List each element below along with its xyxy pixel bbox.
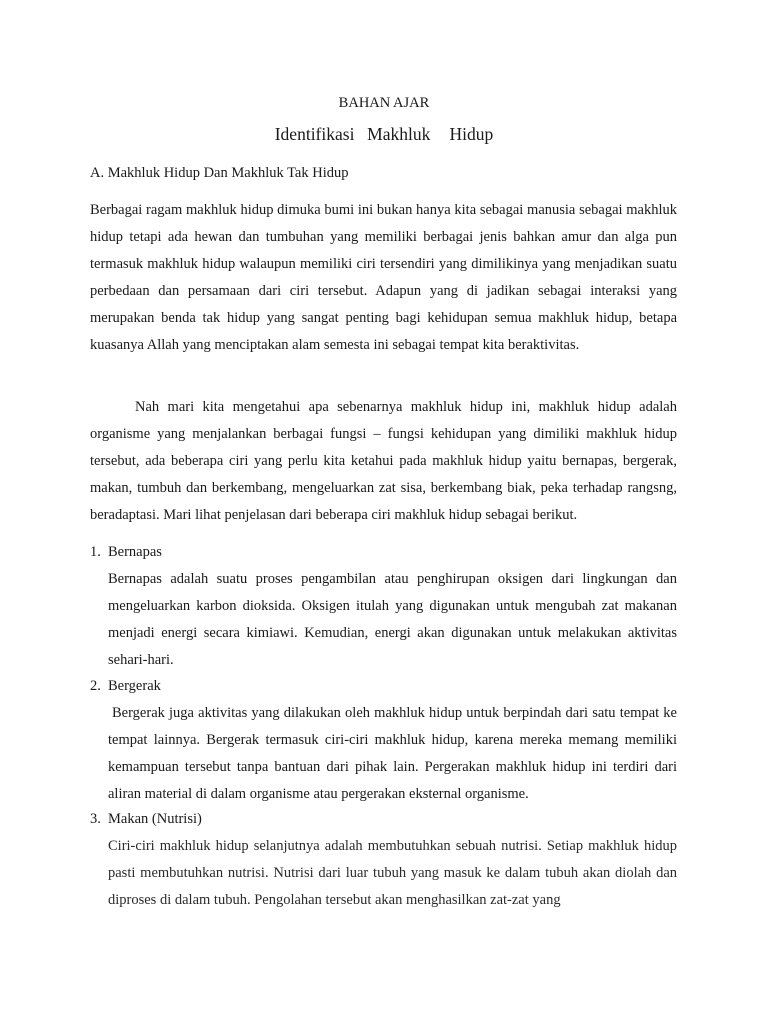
list-item-title — [90, 673, 161, 700]
list-item-body: Ciri-ciri makhluk hidup selanjutnya adalah membutuhkan sebuah nutrisi. Setiap makhluk hidup pasti membutuhkan nutrisi. Nutrisi dari luar tubuh yang masuk ke dalam tubuh akan diolah dan diproses di dalam tubuh. Pengolahan tersebut akan menghasilkan zat-zat yang — [108, 838, 677, 908]
list-item-body: Bernapas adalah suatu proses pengambilan atau penghirupan oksigen dari lingkungan dan mengeluarkan karbon dioksida. Oksigen itulah yang digunakan untuk mengubah zat makanan menjadi energi secara kimiawi. Kemudian, energi akan digunakan untuk melakukan aktivitas sehari-hari. — [108, 571, 677, 668]
list-item-number: 1. — [90, 544, 101, 560]
document-subtitle: Identifikasi Makhluk Hidup — [274, 124, 494, 144]
section-heading: A. Makhluk Hidup Dan Makhluk Tak Hidup — [90, 165, 349, 181]
list-item-label: Bergerak — [108, 678, 161, 694]
list-item-label: Bernapas — [108, 544, 162, 560]
paragraph-intro: Berbagai ragam makhluk hidup dimuka bumi ini bukan hanya kita sebagai manusia sebagai makhluk hidup tetapi ada hewan dan tumbuhan yang memiliki berbagai jenis bahkan amur dan alga pun termasuk makhluk hidup walaupun memiliki ciri tersendiri yang dimilikinya yang menjadikan suatu perbedaan dan persamaan dari ciri tersebut. Adapun yang di jadikan sebagai interaksi yang merupakan benda tak hidup yang sangat penting bagi kehidupan semua makhluk hidup, betapa kuasanya Allah yang menciptakan alam semesta ini sebagai tempat kita beraktivitas. — [90, 202, 677, 353]
list-item-title — [90, 539, 162, 566]
document-title: BAHAN AJAR — [338, 95, 430, 111]
list-item-body: Bergerak juga aktivitas yang dilakukan oleh makhluk hidup untuk berpindah dari satu tempat ke tempat lainnya. Bergerak termasuk ciri-ciri makhluk hidup, karena mereka memang memiliki kemampuan tersebut tanpa bantuan dari pihak lain. Pergerakan makhluk hidup ini terdiri dari aliran material di dalam organisme atau pergerakan eksternal organisme. — [108, 705, 677, 802]
list-item-number: 2. — [90, 678, 101, 694]
list-item-label: Makan (Nutrisi) — [108, 811, 202, 827]
paragraph-definition: Nah mari kita mengetahui apa sebenarnya makhluk hidup ini, makhluk hidup adalah organisme yang menjalankan berbagai fungsi – fungsi kehidupan yang dimiliki makhluk hidup tersebut, ada beberapa ciri yang perlu kita ketahui pada makhluk hidup yaitu bernapas, bergerak, makan, tumbuh dan berkembang, mengeluarkan zat sisa, berkembang biak, peka terhadap rangsng, beradaptasi. Mari lihat penjelasan dari beberapa ciri makhluk hidup sebagai berikut. — [90, 399, 677, 523]
list-item-number: 3. — [90, 811, 101, 827]
list-item-title — [90, 806, 202, 833]
